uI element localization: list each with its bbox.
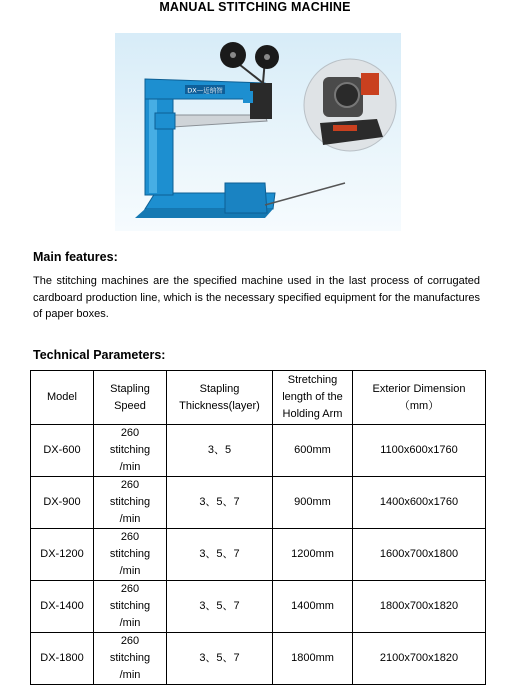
table-row xyxy=(31,425,486,477)
col-header-model: Model xyxy=(31,371,94,425)
model-cell: DX-1200 xyxy=(31,529,94,581)
thickness-cell: 3、5、7 xyxy=(167,581,273,633)
table-row xyxy=(31,529,486,581)
thickness-cell: 3、5、7 xyxy=(167,529,273,581)
technical-parameters-table xyxy=(30,370,486,685)
speed-cell: 260 stitching /min xyxy=(94,477,167,529)
dimension-cell: 2100x700x1820 xyxy=(353,633,486,685)
machine-badge: DX—近纳智 xyxy=(187,86,223,95)
dimension-cell: 1100x600x1760 xyxy=(353,425,486,477)
arm-length-cell: 1200mm xyxy=(273,529,353,581)
features-heading: Main features: xyxy=(33,250,118,264)
dimension-cell: 1400x600x1760 xyxy=(353,477,486,529)
col-header-thickness: Stapling Thickness(layer) xyxy=(167,371,273,425)
thickness-cell: 3、5 xyxy=(167,425,273,477)
thickness-cell: 3、5、7 xyxy=(167,477,273,529)
model-cell: DX-1400 xyxy=(31,581,94,633)
page-title: MANUAL STITCHING MACHINE xyxy=(159,0,351,14)
arm-length-cell: 600mm xyxy=(273,425,353,477)
dimension-cell: 1600x700x1800 xyxy=(353,529,486,581)
arm-length-cell: 900mm xyxy=(273,477,353,529)
speed-cell: 260 stitching /min xyxy=(94,581,167,633)
col-header-speed: Stapling Speed xyxy=(94,371,167,425)
table-row xyxy=(31,633,486,685)
model-cell: DX-600 xyxy=(31,425,94,477)
speed-cell: 260 stitching /min xyxy=(94,529,167,581)
col-header-arm-length: Stretching length of the Holding Arm xyxy=(273,371,353,425)
thickness-cell: 3、5、7 xyxy=(167,633,273,685)
speed-cell: 260 stitching /min xyxy=(94,633,167,685)
table-row xyxy=(31,477,486,529)
params-heading: Technical Parameters: xyxy=(33,348,166,362)
table-row xyxy=(31,581,486,633)
arm-length-cell: 1400mm xyxy=(273,581,353,633)
dimension-cell: 1800x700x1820 xyxy=(353,581,486,633)
arm-length-cell: 1800mm xyxy=(273,633,353,685)
stitching-machine-illustration xyxy=(115,33,401,231)
table-header-row xyxy=(31,371,486,425)
features-text: The stitching machines are the specified machine used in the last process of corrugated cardboard production line, which is the necessary specified equipment for the manufactures of paper boxes. xyxy=(33,275,480,320)
speed-cell: 260 stitching /min xyxy=(94,425,167,477)
col-header-dimension: Exterior Dimension （mm） xyxy=(353,371,486,425)
model-cell: DX-1800 xyxy=(31,633,94,685)
machine-photo xyxy=(115,33,401,231)
model-cell: DX-900 xyxy=(31,477,94,529)
